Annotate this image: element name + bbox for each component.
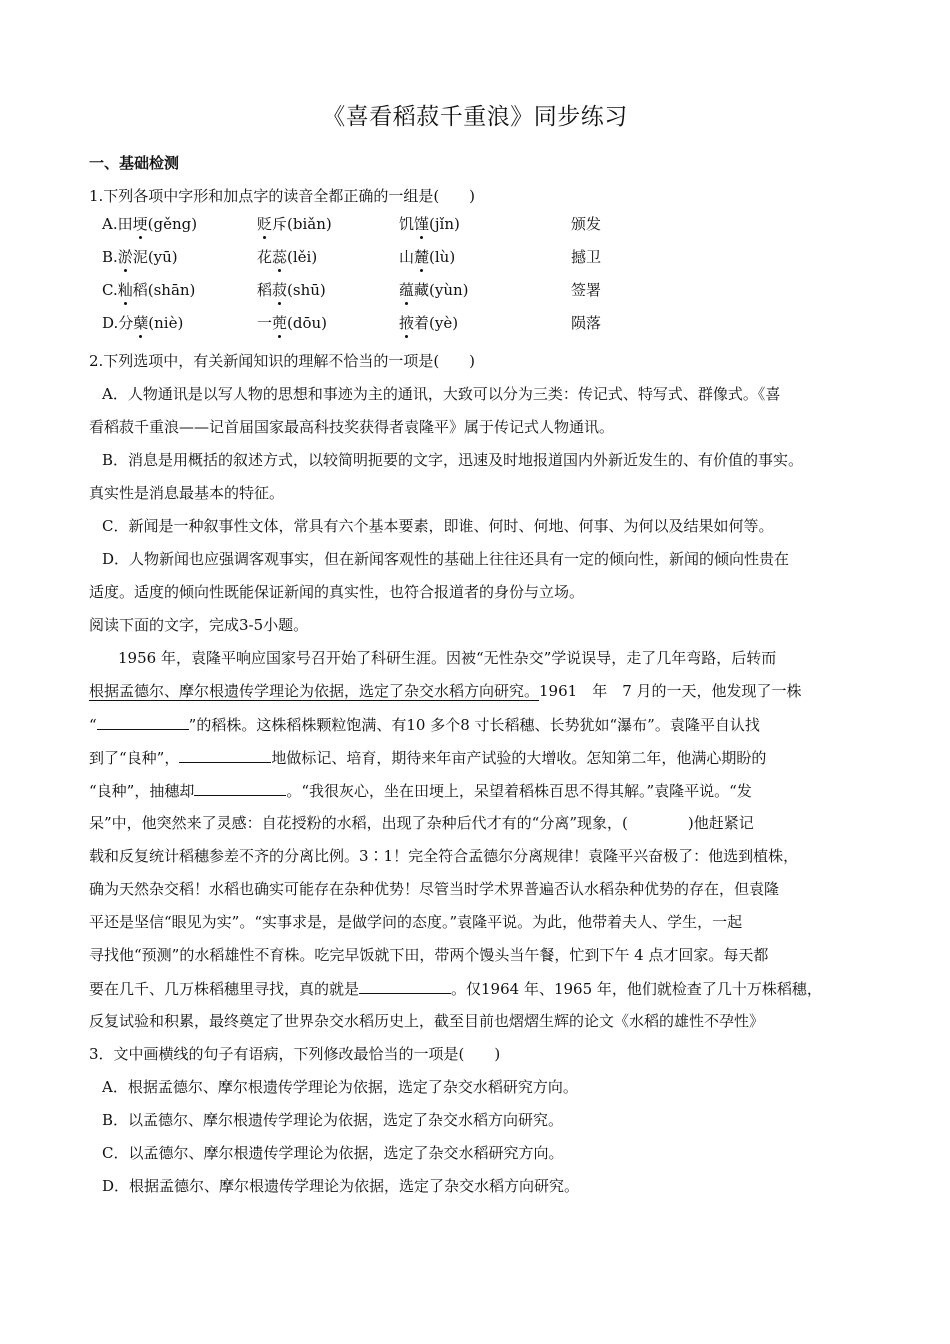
q3-option-b: B．以孟德尔、摩尔根遗传学理论为依据，选定了杂交水稻方向研究。 xyxy=(102,1111,564,1129)
q1-option-c: C.籼稻(shān) 稻菽(shū) 蕴藏(yùn) 签署 xyxy=(102,281,602,299)
passage-line: 平还是坚信“眼见为实”。“实事求是，是做学问的态度。”袁隆平说。为此，他带着夫人、学生，一起 xyxy=(89,913,743,931)
passage-line: 载和反复统计稻穗参差不齐的分离比例。3∶1！完全符合孟德尔分离规律！袁隆平兴奋极了：他选到植株， xyxy=(89,847,799,865)
q3-option-d: D．根据孟德尔、摩尔根遗传学理论为依据，选定了杂交水稻方向研究。 xyxy=(102,1177,580,1195)
q3-stem: 3．文中画横线的句子有语病，下列修改最恰当的一项是( ) xyxy=(89,1045,501,1063)
passage-line: 1956 年，袁隆平响应国家号召开始了科研生涯。因被“无性杂交”学说误导，走了几年弯路，后转而 xyxy=(118,649,777,667)
fill-blank xyxy=(97,714,189,730)
passage-line: 反复试验和积累，最终奠定了世界杂交水稻历史上，截至目前也熠熠生辉的论文《水稻的雄性不孕性》 xyxy=(89,1012,765,1030)
passage-line: 到了“良种”， 地做标记、培育，期待来年亩产试验的大增收。怎知第二年，他满心期盼的 xyxy=(89,749,767,767)
q2-option-a-line2: 看稻菽千重浪——记首届国家最高科技奖获得者袁隆平》属于传记式人物通讯。 xyxy=(89,418,615,436)
q2-option-a-line1: A．人物通讯是以写人物的思想和事迹为主的通讯，大致可以分为三类：传记式、特写式、群像式。《喜 xyxy=(102,385,781,403)
fill-blank xyxy=(359,978,451,994)
q1-option-b: B.淤泥(yū) 花蕊(lěi) 山麓(lù) 撼卫 xyxy=(102,248,602,266)
fill-blank xyxy=(179,747,271,763)
passage-line: 要在几千、几万株稻穗里寻找，真的就是 。仅1964 年、1965 年，他们就检查了几十万株稻穗， xyxy=(89,980,822,998)
section-heading: 一、基础检测 xyxy=(89,154,180,172)
q3-option-a: A．根据孟德尔、摩尔根遗传学理论为依据，选定了杂交水稻研究方向。 xyxy=(102,1078,578,1096)
passage-line: 确为天然杂交稻！水稻也确实可能存在杂种优势！尽管当时学术界普遍否认水稻杂种优势的存在，但袁隆 xyxy=(89,880,780,898)
q2-option-d-line2: 适度。适度的倾向性既能保证新闻的真实性，也符合报道者的身份与立场。 xyxy=(89,583,585,601)
page-title: 《喜看稻菽千重浪》同步练习 xyxy=(322,104,628,130)
passage-line: 根据孟德尔、摩尔根遗传学理论为依据，选定了杂交水稻方向研究。1961 年 7 月的一天，他发现了一株 xyxy=(89,682,802,700)
reading-instruction: 阅读下面的文字，完成3-5小题。 xyxy=(89,616,309,634)
passage-line: “ ”的稻株。这株稻株颗粒饱满、有10 多个8 寸长稻穗、长势犹如“瀑布”。袁隆平自认找 xyxy=(89,716,760,734)
passage-line: 呆”中，他突然来了灵感：自花授粉的水稻，出现了杂种后代才有的“分离”现象，( )他赶紧记 xyxy=(89,814,754,832)
q1-option-a: A.田埂(gěng) 贬斥(biǎn) 饥馑(jǐn) 颁发 xyxy=(102,215,602,233)
underlined-sentence: 根据孟德尔、摩尔根遗传学理论为依据，选定了杂交水稻方向研究。 xyxy=(89,682,540,700)
q2-stem: 2.下列选项中，有关新闻知识的理解不恰当的一项是( ) xyxy=(89,352,476,370)
q1-option-d: D.分蘖(niè) 一蔸(dōu) 掖着(yè) 陨落 xyxy=(102,314,602,332)
q2-option-b-line1: B．消息是用概括的叙述方式，以较简明扼要的文字，迅速及时地报道国内外新近发生的、有价值的事实。 xyxy=(102,451,804,469)
passage-line: 寻找他“预测”的水稻雄性不育株。吃完早饭就下田，带两个馒头当午餐，忙到下午 4 点才回家。每天都 xyxy=(89,946,769,964)
q1-stem: 1.下列各项中字形和加点字的读音全都正确的一组是( ) xyxy=(89,187,476,205)
q2-option-d-line1: D．人物新闻也应强调客观事实，但在新闻客观性的基础上往往还具有一定的倾向性，新闻的倾向性贵在 xyxy=(102,550,790,568)
passage-line: “良种”，抽穗却 。“我很灰心，坐在田埂上，呆望着稻株百思不得其解。”袁隆平说。“发 xyxy=(89,782,752,800)
q3-option-c: C．以孟德尔、摩尔根遗传学理论为依据，选定了杂交水稻研究方向。 xyxy=(102,1144,564,1162)
q2-option-c: C．新闻是一种叙事性文体，常具有六个基本要素，即谁、何时、何地、何事、为何以及结果如何等。 xyxy=(102,517,774,535)
q2-option-b-line2: 真实性是消息最基本的特征。 xyxy=(89,484,285,502)
fill-blank xyxy=(194,780,286,796)
